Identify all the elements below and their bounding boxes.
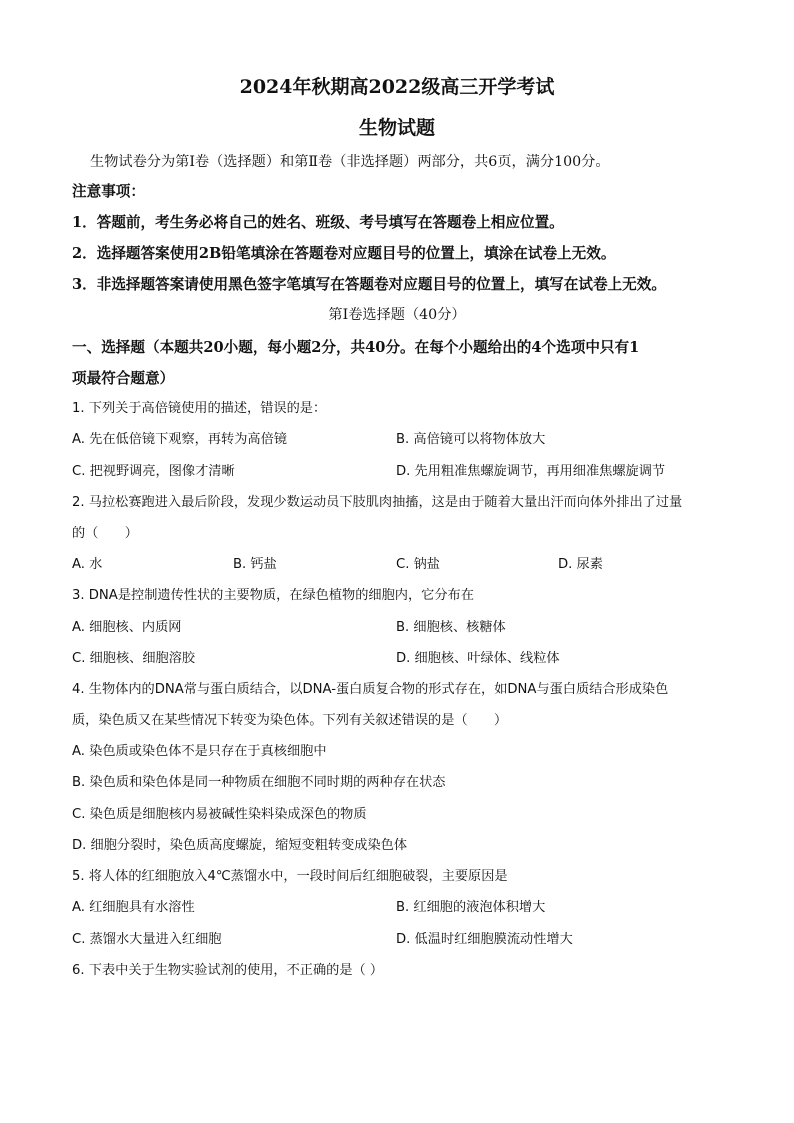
question-2-option-a: A. 水	[72, 557, 103, 572]
question-4-option-d: D. 细胞分裂时，染色质高度螺旋，缩短变粗转变成染色体	[72, 838, 408, 853]
question-2-option-c: C. 钠盐	[396, 557, 440, 572]
question-2-stem-line2: 的（ ）	[72, 526, 138, 541]
question-2-stem-line1: 2. 马拉松赛跑进入最后阶段，发现少数运动员下肢肌肉抽搐，这是由于随着大量出汗而向体外排出了过量	[72, 495, 683, 510]
question-1-option-b: B. 高倍镜可以将物体放大	[396, 432, 546, 447]
question-5-stem: 5. 将人体的红细胞放入4℃蒸馏水中，一段时间后红细胞破裂，主要原因是	[72, 869, 508, 884]
question-4-stem-line2: 质，染色质又在某些情况下转变为染色体。下列有关叙述错误的是（ ）	[72, 713, 508, 728]
question-2-option-d: D. 尿素	[558, 557, 603, 572]
question-3-option-c: C. 细胞核、细胞溶胶	[72, 651, 196, 666]
question-5-option-c: C. 蒸馏水大量进入红细胞	[72, 932, 222, 947]
question-4-option-b: B. 染色质和染色体是同一种物质在细胞不同时期的两种存在状态	[72, 775, 446, 790]
question-3-option-d: D. 细胞核、叶绿体、线粒体	[396, 651, 560, 666]
question-2-option-b: B. 钙盐	[233, 557, 277, 572]
notice-item-1: 1．答题前，考生务必将自己的姓名、班级、考号填写在答题卷上相应位置。	[72, 214, 564, 231]
subject-title: 生物试题	[358, 117, 435, 139]
question-3-stem: 3. DNA是控制遗传性状的主要物质，在绿色植物的细胞内，它分布在	[72, 588, 474, 603]
question-1-option-d: D. 先用粗准焦螺旋调节，再用细准焦螺旋调节	[396, 464, 666, 479]
exam-title: 2024年秋期高2022级高三开学考试	[239, 76, 555, 98]
question-1-stem: 1. 下列关于高倍镜使用的描述，错误的是：	[72, 401, 327, 416]
question-5-option-a: A. 红细胞具有水溶性	[72, 900, 195, 915]
question-6-stem: 6. 下表中关于生物实验试剂的使用，不正确的是（ ）	[72, 963, 384, 978]
notice-heading: 注意事项：	[72, 183, 145, 200]
notice-item-3: 3．非选择题答案请使用黑色签字笔填写在答题卷对应题目号的位置上，填写在试卷上无效。	[72, 276, 666, 293]
question-3-option-a: A. 细胞核、内质网	[72, 620, 182, 635]
part1-title: 第Ⅰ卷选择题（40分）	[328, 307, 466, 323]
question-5-option-b: B. 红细胞的液泡体积增大	[396, 900, 546, 915]
question-1-option-a: A. 先在低倍镜下观察，再转为高倍镜	[72, 432, 287, 447]
section-heading-line1: 一、选择题（本题共20小题，每小题2分，共40分。在每个小题给出的4个选项中只有1	[72, 339, 640, 356]
question-4-option-a: A. 染色质或染色体不是只存在于真核细胞中	[72, 744, 327, 759]
intro-text: 生物试卷分为第Ⅰ卷（选择题）和第Ⅱ卷（非选择题）两部分，共6页，满分100分。	[90, 154, 610, 170]
section-heading-line2: 项最符合题意）	[72, 370, 175, 387]
question-4-stem-line1: 4. 生物体内的DNA常与蛋白质结合，以DNA-蛋白质复合物的形式存在，如DNA与蛋白质结合形成染色	[72, 682, 669, 697]
notice-item-2: 2．选择题答案使用2B铅笔填涂在答题卷对应题目号的位置上，填涂在试卷上无效。	[72, 245, 616, 262]
question-5-option-d: D. 低温时红细胞膜流动性增大	[396, 932, 573, 947]
question-3-option-b: B. 细胞核、核糖体	[396, 620, 506, 635]
question-1-option-c: C. 把视野调亮，图像才清晰	[72, 464, 235, 479]
question-4-option-c: C. 染色质是细胞核内易被碱性染料染成深色的物质	[72, 807, 367, 822]
